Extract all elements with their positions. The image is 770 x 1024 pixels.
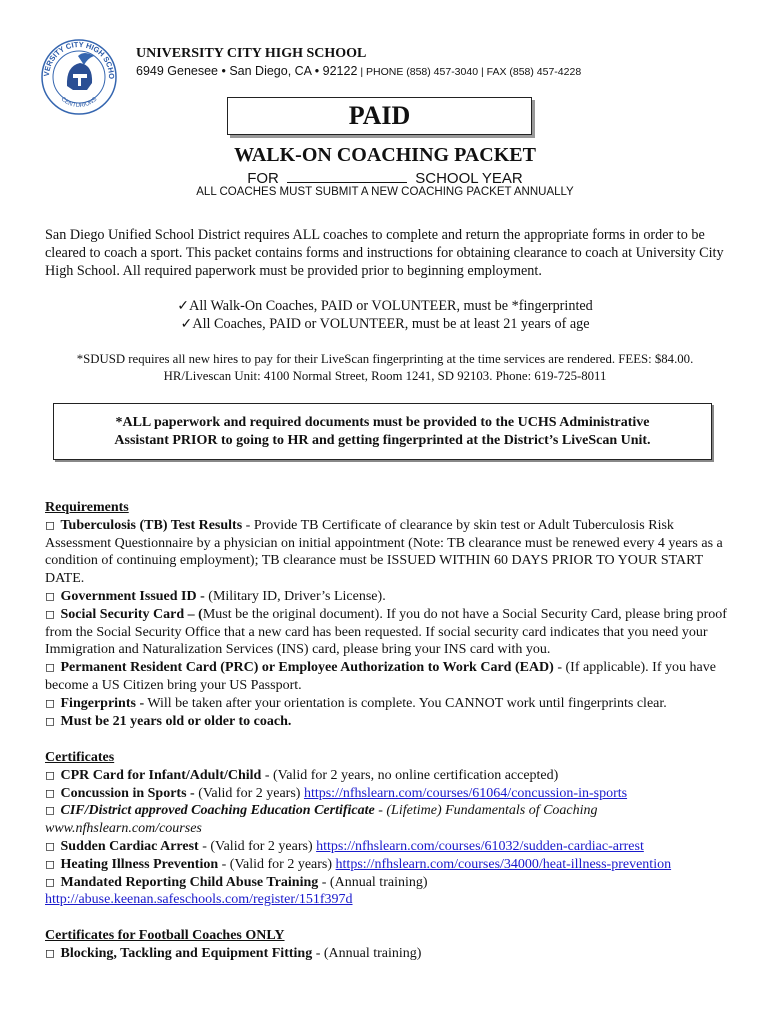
item-text: Must be the original document). If you do not have a Social Security Card, please bring proof from the Social Security Office that a new card has been requested. If social security card indicates that you need your Immigration and Naturalization Services (INS) card, please bring your INS card with you. [45, 606, 727, 658]
checkbox-icon[interactable]: ◻ [45, 713, 55, 728]
list-item [45, 695, 735, 713]
school-year-line [0, 168, 770, 187]
cardiac-link[interactable]: https://nfhslearn.com/courses/61032/sudden-cardiac-arrest [316, 838, 644, 854]
intro-paragraph: San Diego Unified School District requires ALL coaches to complete and return the appropriate forms in order to be cleared to coach a sport. This packet contains forms and instructions for obtaining clearance to coach at University City High School. All required paperwork must be provided prior to beginning employment. [45, 227, 724, 279]
list-item [45, 517, 735, 588]
checkbox-icon[interactable]: ◻ [45, 695, 55, 710]
item-text: Will be taken after your orientation is complete. You CANNOT work until fingerprints clear. [144, 695, 667, 711]
notice-line-1: *ALL paperwork and required documents must be provided to the UCHS Administrative [115, 414, 650, 430]
item-title: CIF/District approved Coaching Education Certificate [60, 803, 375, 819]
item-text: - (If applicable). If you have become a US Citizen bring your US Passport. [45, 660, 716, 693]
item-title: Social Security Card – ( [60, 606, 203, 622]
paid-label: PAID [348, 101, 411, 130]
list-item [45, 713, 735, 731]
item-title: Blocking, Tackling and Equipment Fitting [60, 945, 313, 961]
list-item [45, 659, 735, 695]
check-age: ✓All Coaches, PAID or VOLUNTEER, must be at least 21 years of age [180, 316, 590, 332]
list-item [45, 802, 735, 838]
school-address: 6949 Genesee • San Diego, CA • 92122 [136, 64, 358, 78]
list-item [45, 856, 735, 874]
checkbox-icon[interactable]: ◻ [45, 588, 55, 603]
certificates-section [45, 749, 735, 909]
item-text: (Valid for 2 years) [194, 785, 304, 801]
certificates-heading: Certificates [45, 750, 115, 765]
football-heading: Certificates for Football Coaches ONLY [45, 928, 285, 943]
list-item [45, 945, 735, 963]
item-title: Heating Illness Prevention [60, 856, 219, 872]
packet-title: WALK-ON COACHING PACKET [234, 144, 536, 166]
annual-note: ALL COACHES MUST SUBMIT A NEW COACHING PACKET ANNUALLY [196, 186, 574, 198]
school-name: UNIVERSITY CITY HIGH SCHOOL [136, 46, 367, 61]
heat-illness-link[interactable]: https://nfhslearn.com/courses/34000/heat-illness-prevention [335, 856, 672, 872]
checkbox-icon[interactable]: ◻ [45, 517, 55, 532]
paid-box [227, 97, 532, 135]
item-text: - (Valid for 2 years, no online certification accepted) [261, 767, 559, 783]
requirements-heading: Requirements [45, 500, 129, 515]
item-text: - (Valid for 2 years) [198, 838, 317, 854]
item-text: (Military ID, Driver’s License). [204, 588, 386, 604]
checkbox-icon[interactable]: ◻ [45, 785, 55, 800]
check-fingerprinted: ✓All Walk-On Coaches, PAID or VOLUNTEER, must be *fingerprinted [177, 298, 593, 314]
school-contact: | PHONE (858) 457-3040 | FAX (858) 457-4228 [357, 66, 582, 78]
for-suffix: SCHOOL YEAR [415, 170, 523, 187]
list-item [45, 785, 735, 803]
school-logo [40, 38, 118, 116]
checkbox-icon[interactable]: ◻ [45, 856, 55, 871]
logo-ring-text: VERSITY CITY HIGH SCHO [41, 39, 117, 80]
school-address-line [136, 64, 581, 78]
checkbox-icon[interactable]: ◻ [45, 874, 55, 889]
item-text: - (Annual training) [318, 874, 428, 890]
item-title: Government Issued ID - [60, 588, 205, 604]
list-item [45, 588, 735, 606]
school-year-blank[interactable] [287, 168, 407, 183]
list-item [45, 606, 735, 659]
for-prefix: FOR [247, 170, 279, 187]
checkbox-icon[interactable]: ◻ [45, 945, 55, 960]
item-title: Sudden Cardiac Arrest [60, 838, 199, 854]
checkbox-icon[interactable]: ◻ [45, 606, 55, 621]
paperwork-notice [53, 403, 712, 460]
item-title: Tuberculosis (TB) Test Results [60, 517, 243, 533]
checkbox-icon[interactable]: ◻ [45, 803, 55, 818]
abuse-training-link[interactable]: http://abuse.keenan.safeschools.com/register/151f397d [45, 892, 353, 908]
requirements-section [45, 499, 735, 730]
notice-line-2: Assistant PRIOR to going to HR and getting fingerprinted at the District’s LiveScan Unit. [114, 432, 651, 448]
concussion-link[interactable]: https://nfhslearn.com/courses/61064/concussion-in-sports [303, 785, 628, 801]
nfhs-courses-url: www.nfhslearn.com/courses [45, 821, 202, 837]
list-item [45, 874, 735, 910]
item-title: Fingerprints - [60, 695, 145, 711]
checkbox-icon[interactable]: ◻ [45, 838, 55, 853]
hr-address: HR/Livescan Unit: 4100 Normal Street, Room 1241, SD 92103. Phone: 619-725-8011 [163, 369, 607, 383]
item-title: Mandated Reporting Child Abuse Training [60, 874, 319, 890]
item-text: - Provide TB Certificate of clearance by skin test or Adult Tuberculosis Risk Assessment Questionnaire by a physician on initial appointment (Note: TB clearance must be renewed every 4 years as a condition of continuing employment); TB clearance must be ISSUED WITHIN 60 DAYS PRIOR TO YOUR START DATE. [45, 517, 723, 587]
item-title: CPR Card for Infant/Adult/Child [60, 767, 262, 783]
list-item [45, 767, 735, 785]
item-title: Concussion in Sports - [60, 785, 195, 801]
logo-bottom-text: CENTURIONS [59, 96, 99, 110]
fee-note: *SDUSD requires all new hires to pay for their LiveScan fingerprinting at the time services are rendered. FEES: $84.00. [76, 352, 694, 366]
checkbox-icon[interactable]: ◻ [45, 767, 55, 782]
list-item [45, 838, 735, 856]
item-title: Permanent Resident Card (PRC) or Employee Authorization to Work Card (EAD) [60, 660, 554, 676]
item-text: - (Annual training) [312, 945, 422, 961]
football-section [45, 927, 735, 963]
item-text: - (Valid for 2 years) [218, 856, 336, 872]
item-title: Must be 21 years old or older to coach. [60, 713, 292, 729]
item-text: - (Lifetime) Fundamentals of Coaching [374, 803, 598, 819]
checkbox-icon[interactable]: ◻ [45, 660, 55, 675]
